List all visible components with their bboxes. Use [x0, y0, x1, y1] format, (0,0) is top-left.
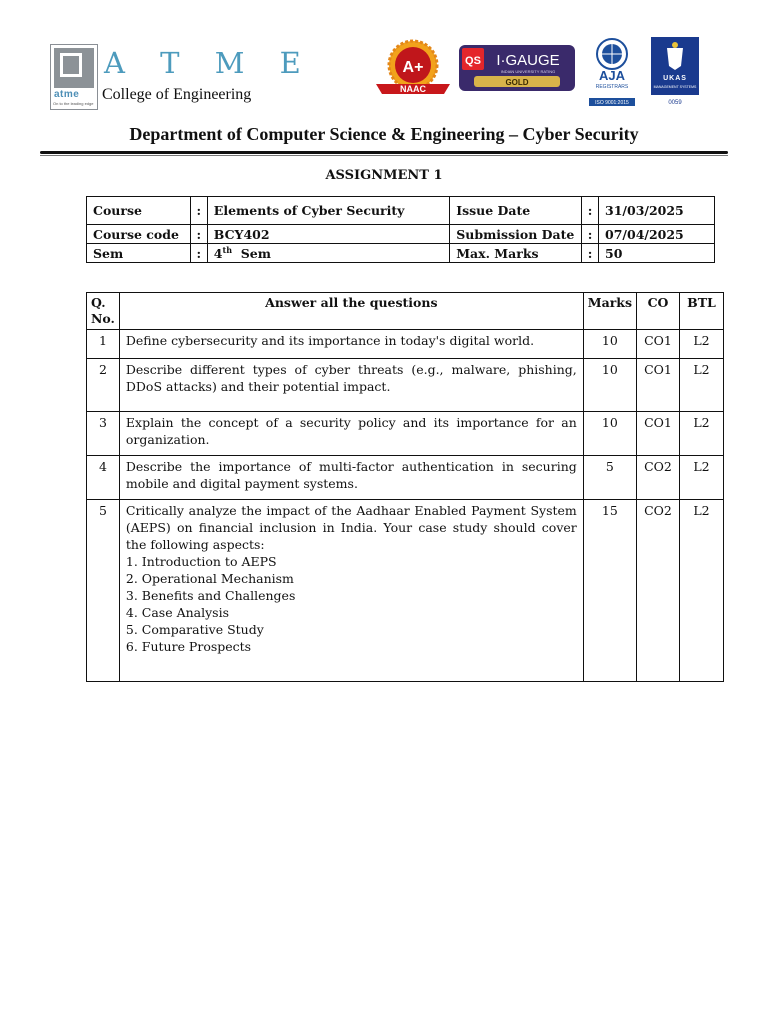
atme-emblem	[50, 44, 98, 110]
list-item: 1. Introduction to AEPS	[125, 554, 277, 569]
naac-grade: A+	[402, 59, 424, 76]
aja-iso: ISO 9001:2015	[595, 100, 629, 106]
aja-registrars-badge	[586, 36, 638, 108]
sem-label: Sem	[87, 244, 191, 263]
course-info-table	[86, 196, 715, 263]
header-btl: BTL	[680, 293, 724, 330]
emblem-tagline: On to the leading edge	[53, 101, 94, 106]
sem-suffix: th	[222, 244, 233, 255]
colon: :	[582, 225, 599, 244]
ukas-name: UKAS	[663, 75, 687, 82]
aja-name: AJA	[598, 68, 626, 83]
question-number: 2	[87, 359, 120, 412]
logo-college-name: College of Engineering	[102, 86, 252, 103]
question-row	[87, 500, 724, 682]
course-value: Elements of Cyber Security	[207, 197, 449, 225]
question-btl: L2	[680, 500, 724, 682]
question-text: Critically analyze the impact of the Aadhaar Enabled Payment System (AEPS) on financial inclusion in India. Your case study should cover the following aspects:	[125, 503, 577, 552]
question-btl: L2	[680, 456, 724, 500]
ukas-code: 0059	[668, 100, 682, 106]
question-co: CO1	[637, 412, 680, 456]
issue-date-value: 31/03/2025	[599, 197, 715, 225]
qs-prefix: QS	[465, 55, 481, 67]
list-item: 6. Future Prospects	[125, 639, 252, 654]
question-row	[87, 359, 724, 412]
question-marks: 10	[583, 359, 636, 412]
emblem-name: atme	[54, 89, 80, 100]
question-btl: L2	[680, 359, 724, 412]
sem-number: 4	[213, 246, 223, 262]
ukas-subtitle: MANAGEMENT SYSTEMS	[653, 85, 697, 89]
question-co: CO1	[637, 359, 680, 412]
question-co: CO1	[637, 330, 680, 359]
question-marks: 10	[583, 330, 636, 359]
header-marks: Marks	[583, 293, 636, 330]
submission-date-label: Submission Date	[450, 225, 582, 244]
question-text: Explain the concept of a security policy and its importance for an organization.	[119, 412, 583, 456]
question-number: 4	[87, 456, 120, 500]
header-co: CO	[637, 293, 680, 330]
colon: :	[190, 244, 207, 263]
issue-date-label: Issue Date	[450, 197, 582, 225]
sem-value	[207, 244, 449, 263]
info-row-sem	[87, 244, 715, 263]
question-text-block	[119, 500, 583, 682]
max-marks-label: Max. Marks	[450, 244, 582, 263]
question-marks: 15	[583, 500, 636, 682]
header-qno: Q. No.	[87, 293, 120, 330]
question-co: CO2	[637, 500, 680, 682]
submission-date-value: 07/04/2025	[599, 225, 715, 244]
qs-subtitle: INDIAN UNIVERSITY RATING	[500, 69, 556, 74]
department-title: Department of Computer Science & Engineering – Cyber Security	[129, 124, 639, 144]
logo-letters: A T M E	[104, 46, 314, 80]
question-text: Define cybersecurity and its importance in today's digital world.	[119, 330, 583, 359]
info-row-code	[87, 225, 715, 244]
list-item: 5. Comparative Study	[125, 622, 264, 637]
question-co: CO2	[637, 456, 680, 500]
list-item: 3. Benefits and Challenges	[125, 588, 296, 603]
question-btl: L2	[680, 412, 724, 456]
course-code-label: Course code	[87, 225, 191, 244]
question-text: Describe different types of cyber threats (e.g., malware, phishing, DDoS attacks) and their potential impact.	[119, 359, 583, 412]
header-divider-thin	[40, 155, 728, 156]
sem-word: Sem	[240, 246, 271, 262]
course-code-value: BCY402	[207, 225, 449, 244]
question-row	[87, 456, 724, 500]
question-row	[87, 330, 724, 359]
question-marks: 10	[583, 412, 636, 456]
ukas-badge	[650, 36, 700, 108]
colon: :	[582, 197, 599, 225]
question-row	[87, 412, 724, 456]
questions-table	[86, 292, 724, 682]
header-instruction: Answer all the questions	[119, 293, 583, 330]
list-item: 2. Operational Mechanism	[125, 571, 294, 586]
assignment-title: ASSIGNMENT 1	[325, 168, 443, 183]
question-text: Describe the importance of multi-factor authentication in securing mobile and digital payment systems.	[119, 456, 583, 500]
colon: :	[190, 197, 207, 225]
question-number: 1	[87, 330, 120, 359]
qs-level: GOLD	[505, 78, 529, 87]
qs-name: I·GAUGE	[496, 52, 560, 69]
qs-igauge-badge	[458, 44, 576, 92]
header-divider	[40, 151, 728, 154]
naac-badge	[370, 36, 456, 100]
question-btl: L2	[680, 330, 724, 359]
question-number: 3	[87, 412, 120, 456]
question-marks: 5	[583, 456, 636, 500]
max-marks-value: 50	[599, 244, 715, 263]
colon: :	[582, 244, 599, 263]
aja-subtitle: REGISTRARS	[595, 84, 629, 90]
info-row-course	[87, 197, 715, 225]
naac-label: NAAC	[400, 84, 426, 94]
colon: :	[190, 225, 207, 244]
course-label: Course	[87, 197, 191, 225]
questions-header-row	[87, 293, 724, 330]
college-logo	[50, 44, 314, 112]
question-number: 5	[87, 500, 120, 682]
list-item: 4. Case Analysis	[125, 605, 230, 620]
